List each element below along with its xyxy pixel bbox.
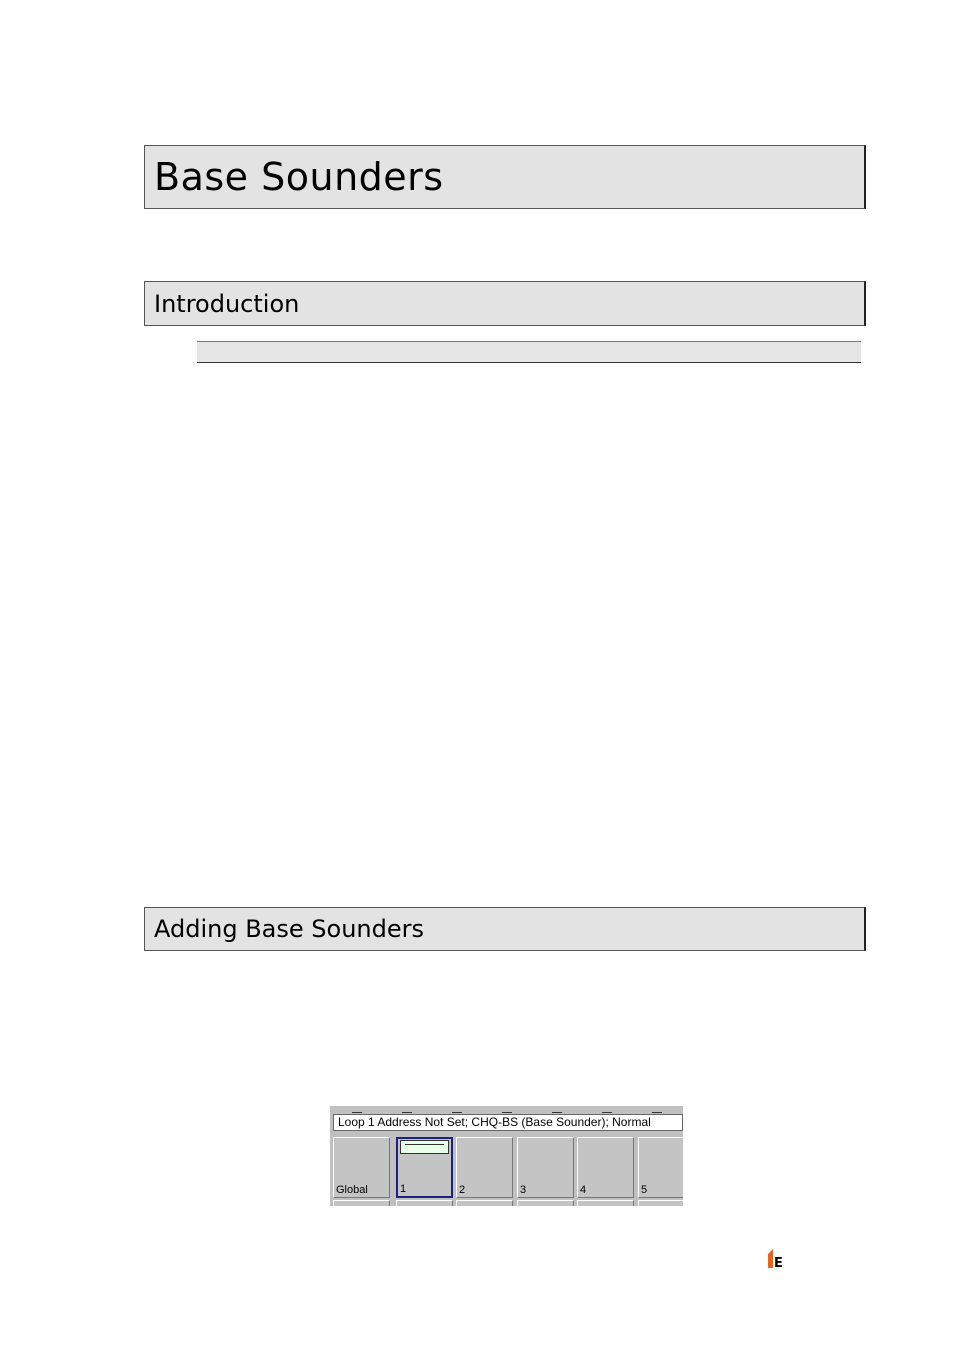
panel-cell-2[interactable] [456, 1137, 513, 1198]
panel-cell-row2[interactable] [577, 1200, 634, 1206]
tick [402, 1106, 412, 1113]
base-sounder-device-icon[interactable] [400, 1140, 449, 1154]
status-bar: Loop 1 Address Not Set; CHQ-BS (Base Sounder); Normal [333, 1114, 683, 1131]
panel-cell-3[interactable] [517, 1137, 574, 1198]
section-heading-text: Introduction [154, 289, 300, 318]
tick [652, 1106, 662, 1113]
cell-label: 5 [641, 1184, 648, 1196]
tick [552, 1106, 562, 1113]
panel-cell-5[interactable] [638, 1137, 683, 1198]
panel-cell-global[interactable] [333, 1137, 390, 1198]
logo-letter: E [774, 1256, 783, 1268]
cell-label: Global [336, 1184, 368, 1196]
cell-label: 3 [520, 1184, 527, 1196]
table-header-band [197, 341, 861, 363]
tick-row [330, 1106, 683, 1114]
company-logo-icon [766, 1248, 788, 1268]
panel-cell-row2[interactable] [638, 1200, 683, 1206]
section-heading-adding [144, 907, 866, 951]
panel-cell-row2[interactable] [456, 1200, 513, 1206]
tick [452, 1106, 462, 1113]
panel-cell-4[interactable] [577, 1137, 634, 1198]
page-title [144, 145, 866, 209]
panel-cell-1[interactable] [396, 1137, 453, 1198]
tick [352, 1106, 362, 1113]
panel-cell-row2[interactable] [396, 1200, 453, 1206]
tick [602, 1106, 612, 1113]
panel-cell-row2[interactable] [333, 1200, 390, 1206]
panel-cell-row2[interactable] [517, 1200, 574, 1206]
section-heading-introduction [144, 281, 866, 326]
device-panel-screenshot [330, 1106, 683, 1206]
section-heading-text: Adding Base Sounders [154, 915, 424, 943]
cell-label: 2 [459, 1184, 466, 1196]
cell-label: 1 [400, 1183, 407, 1195]
tick [502, 1106, 512, 1113]
cell-label: 4 [580, 1184, 587, 1196]
page-title-text: Base Sounders [154, 155, 444, 199]
